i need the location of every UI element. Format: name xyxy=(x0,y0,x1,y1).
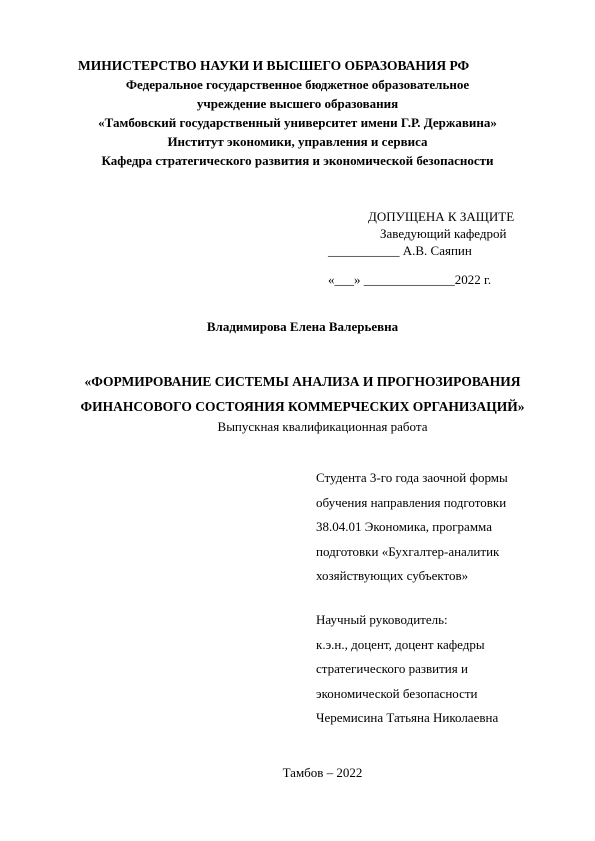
approval-date: «___» ______________2022 г. xyxy=(328,272,492,287)
supervisor-info-line: стратегического развития и xyxy=(316,661,468,676)
institution-type-line1: Федеральное государственное бюджетное образовательное xyxy=(125,77,470,92)
student-info-line: Студента 3-го года заочной формы xyxy=(316,470,508,485)
approval-role: Заведующий кафедрой xyxy=(380,226,507,241)
thesis-title-line1: «ФОРМИРОВАНИЕ СИСТЕМЫ АНАЛИЗА И ПРОГНОЗИРОВАНИЯ xyxy=(84,374,521,389)
author-name: Владимирова Елена Валерьевна xyxy=(206,319,399,334)
university-name: «Тамбовский государственный университет имени Г.Р. Державина» xyxy=(98,115,497,130)
city-year: Тамбов – 2022 xyxy=(282,765,363,780)
student-info-line: хозяйствующих субъектов» xyxy=(316,568,469,583)
institute-name: Институт экономики, управления и сервиса xyxy=(167,134,428,149)
supervisor-info xyxy=(316,608,586,731)
approval-signature: ___________ А.В. Саяпин xyxy=(328,243,472,258)
ministry-name: МИНИСТЕРСТВО НАУКИ И ВЫСШЕГО ОБРАЗОВАНИЯ РФ xyxy=(78,58,470,73)
supervisor-info-line: экономической безопасности xyxy=(316,685,478,701)
thesis-title-line2: ФИНАНСОВОГО СОСТОЯНИЯ КОММЕРЧЕСКИХ ОРГАНИЗАЦИЙ» xyxy=(80,399,525,414)
department-name: Кафедра стратегического развития и экономической безопасности xyxy=(101,153,494,168)
student-info-line: подготовки «Бухгалтер-аналитик xyxy=(316,543,500,559)
student-info-line: 38.04.01 Экономика, программа xyxy=(316,519,492,534)
supervisor-info-line: Научный руководитель: xyxy=(316,612,448,627)
student-info-line: обучения направления подготовки xyxy=(316,494,507,510)
supervisor-info-line: Черемисина Татьяна Николаевна xyxy=(316,710,499,725)
title-page-header xyxy=(0,56,595,170)
thesis-title xyxy=(0,369,595,419)
institution-type-line2: учреждение высшего образования xyxy=(196,96,399,111)
supervisor-info-line: к.э.н., доцент, доцент кафедры xyxy=(316,636,485,652)
work-type: Выпускная квалификационная работа xyxy=(217,419,428,434)
approval-status: ДОПУЩЕНА К ЗАЩИТЕ xyxy=(368,209,515,224)
student-info xyxy=(316,466,586,589)
approval-block xyxy=(328,208,578,288)
